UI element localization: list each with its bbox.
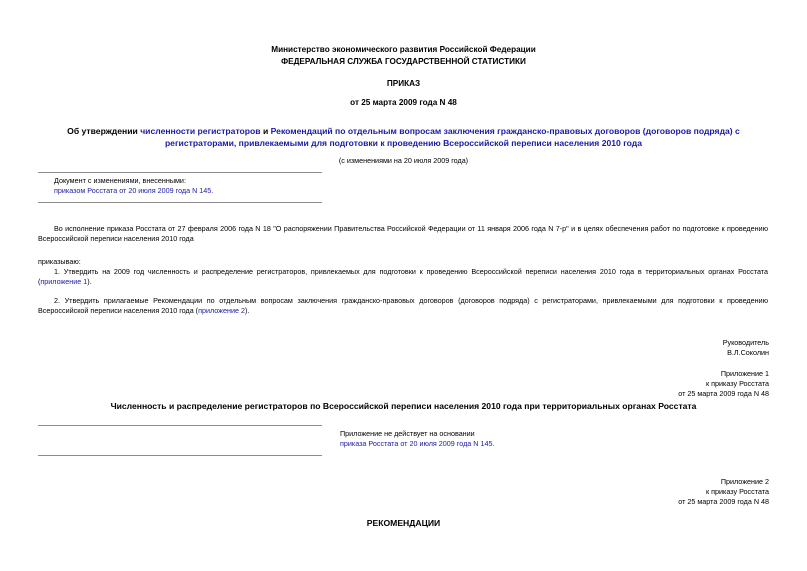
appendix1-note: Приложение не действует на основании bbox=[340, 429, 475, 438]
divider-bottom bbox=[38, 202, 322, 203]
order-item-2 bbox=[38, 296, 768, 316]
appendix2-ref: к приказу Росстата bbox=[706, 487, 769, 496]
appendix-2-link[interactable]: приложение 2 bbox=[198, 306, 245, 315]
appendix-1-link[interactable]: приложение 1 bbox=[40, 277, 88, 286]
intro-paragraph: Во исполнение приказа Росстата от 27 февраля 2006 года N 18 "О распоряжении Правительства Российской Федерации от 11 января 2006 года N 7-р" и в целях обеспечения работ по подготовке к проведению Всероссийской переписи населения 2010 года bbox=[38, 224, 768, 243]
appendix2-label: Приложение 2 bbox=[720, 477, 769, 486]
signature-role: Руководитель bbox=[722, 338, 769, 347]
item2-end: ). bbox=[244, 306, 250, 315]
ministry-name: Министерство экономического развития Российской Федерации bbox=[271, 45, 536, 54]
service-name: ФЕДЕРАЛЬНАЯ СЛУЖБА ГОСУДАРСТВЕННОЙ СТАТИСТИКИ bbox=[281, 57, 526, 66]
appendix1-note-link[interactable]: приказа Росстата от 20 июля 2009 года N 145. bbox=[340, 439, 495, 448]
changes-link[interactable]: приказом Росстата от 20 июля 2009 года N 145. bbox=[54, 186, 214, 195]
appendix1-divider-top bbox=[38, 425, 322, 426]
title-link-registrar-count[interactable]: численности регистраторов bbox=[140, 126, 261, 136]
appendix1-date: от 25 марта 2009 года N 48 bbox=[678, 389, 769, 398]
appendix2-date: от 25 марта 2009 года N 48 bbox=[678, 497, 769, 506]
title-prefix: Об утверждении bbox=[67, 126, 141, 136]
appendix2-heading: РЕКОМЕНДАЦИИ bbox=[366, 518, 441, 528]
item1-end: ). bbox=[87, 277, 92, 286]
appendix1-divider-bottom bbox=[38, 455, 322, 456]
title-link-recommendations[interactable]: Рекомендаций по отдельным вопросам заключения гражданско-правовых договоров (договоров подряда) с регистраторами, привлекаемыми для подготовки к проведению Всероссийской переписи населения 2010 года bbox=[164, 126, 740, 148]
signature-name: В.Л.Соколин bbox=[727, 348, 769, 357]
item1-text: 1. Утвердить на 2009 год численность и распределение регистраторов, привлекаемых для подготовки к проведению Всероссийской переписи населения 2010 года в территориальных органах Росстата ( bbox=[38, 267, 768, 286]
divider-top bbox=[38, 172, 322, 173]
changes-label: Документ с изменениями, внесенными: bbox=[54, 176, 186, 185]
document-title bbox=[55, 125, 752, 149]
title-middle: и bbox=[260, 126, 271, 136]
amendment-note: (с изменениями на 20 июля 2009 года) bbox=[338, 156, 469, 165]
appendix1-heading: Численность и распределение регистраторов по Всероссийской переписи населения 2010 года при территориальных органах Росстата bbox=[110, 401, 697, 411]
appendix1-label: Приложение 1 bbox=[720, 369, 769, 378]
order-item-1 bbox=[38, 267, 768, 287]
document-type: ПРИКАЗ bbox=[386, 79, 421, 88]
order-word: приказываю: bbox=[38, 257, 81, 266]
document-date: от 25 марта 2009 года N 48 bbox=[350, 98, 457, 107]
appendix1-ref: к приказу Росстата bbox=[706, 379, 769, 388]
item2-text: 2. Утвердить прилагаемые Рекомендации по отдельным вопросам заключения гражданско-правовых договоров (договоров подряда) с регистраторами, привлекаемыми для подготовки к проведению Всероссийской переписи населения 2010 года ( bbox=[38, 296, 768, 315]
